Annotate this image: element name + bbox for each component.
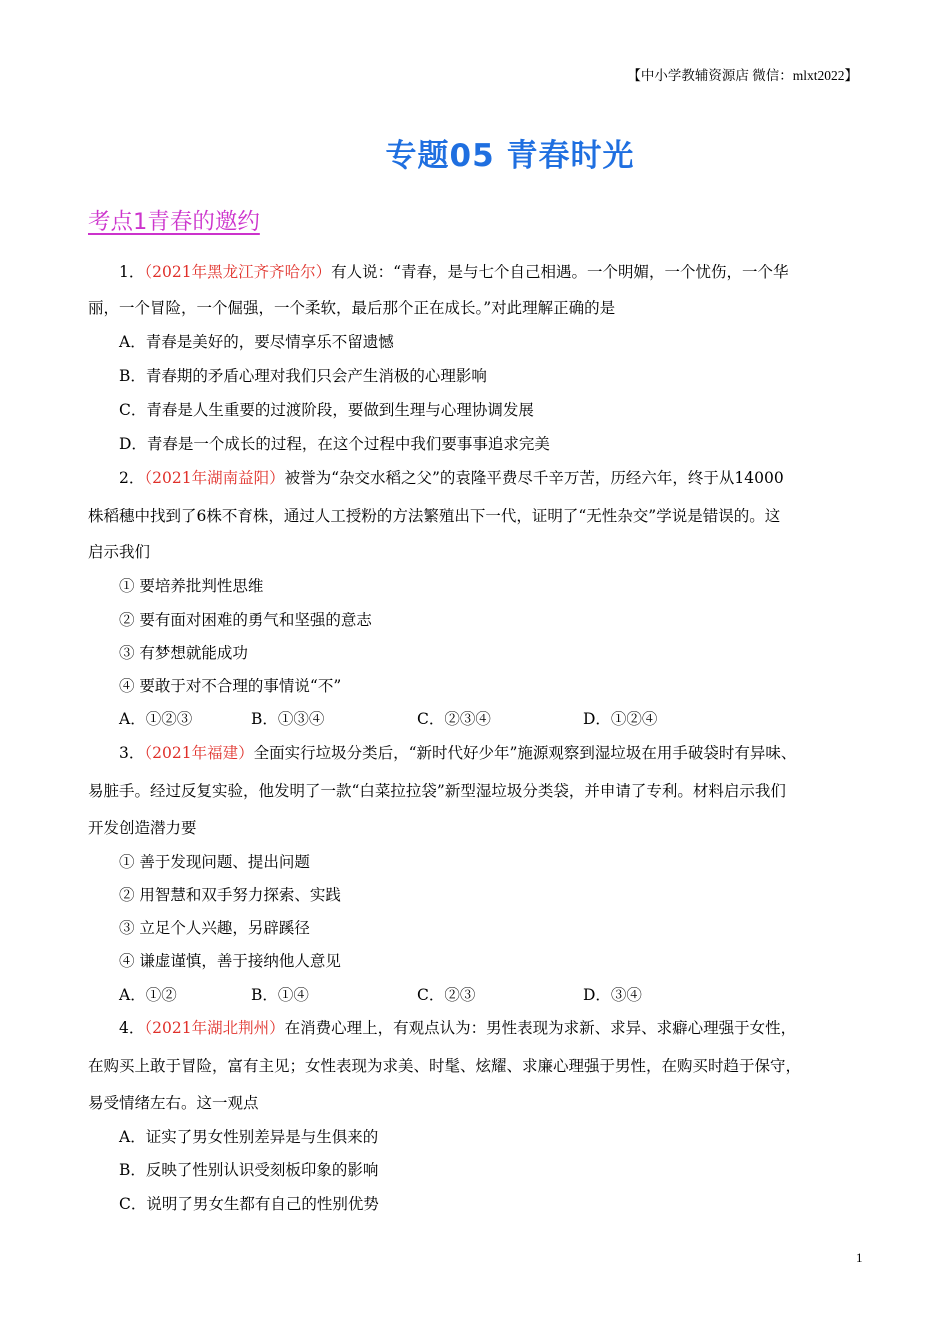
q3-statement-3: ③ 立足个人兴趣，另辟蹊径 — [119, 919, 310, 937]
question-2-line-1 — [119, 468, 784, 488]
q2-choice-b: B．①③④ — [251, 710, 325, 728]
q2-statement-4: ④ 要敢于对不合理的事情说“不” — [119, 677, 342, 695]
section-heading: 考点1青春的邀约 — [88, 209, 260, 235]
q2-statement-3: ③ 有梦想就能成功 — [119, 644, 248, 662]
q1-option-d: D．青春是一个成长的过程，在这个过程中我们要事事追求完美 — [119, 435, 550, 453]
question-number: 3． — [119, 744, 145, 762]
q1-option-a: A．青春是美好的，要尽情享乐不留遗憾 — [119, 333, 394, 351]
question-source: （2021年黑龙江齐齐哈尔） — [144, 263, 332, 281]
question-number: 2． — [119, 469, 145, 487]
question-4-line-1 — [119, 1018, 796, 1038]
question-4-line-3: 易受情绪左右。这一观点 — [88, 1094, 259, 1112]
q3-choice-c: C．②③ — [417, 986, 476, 1004]
q3-statement-1: ① 善于发现问题、提出问题 — [119, 853, 310, 871]
q4-option-b: B．反映了性别认识受刻板印象的影响 — [119, 1161, 379, 1179]
q3-choice-a: A．①② — [119, 986, 177, 1004]
question-2-line-3: 启示我们 — [88, 543, 151, 561]
question-4-line-2: 在购买上敢于冒险，富有主见；女性表现为求美、时髦、炫耀、求廉心理强于男性，在购买时趋于保守， — [88, 1057, 802, 1075]
question-number: 4． — [119, 1019, 145, 1037]
question-3-line-2: 易脏手。经过反复实验，他发明了一款“白菜拉拉袋”新型湿垃圾分类袋，并申请了专利。材料启示我们 — [88, 782, 786, 800]
question-source: （2021年福建） — [144, 744, 254, 762]
q2-choice-c: C．②③④ — [417, 710, 491, 728]
q3-choice-d: D．③④ — [583, 986, 642, 1004]
q3-statement-2: ② 用智慧和双手努力探索、实践 — [119, 886, 341, 904]
question-number: 1． — [119, 263, 145, 281]
q2-choice-d: D．①②④ — [583, 710, 658, 728]
question-source: （2021年湖北荆州） — [144, 1019, 285, 1037]
header-note: 【中小学教辅资源店 微信：mlxt2022】 — [627, 68, 858, 83]
page-number: 1 — [856, 1250, 863, 1265]
question-stem: 全面实行垃圾分类后，“新时代好少年”施源观察到湿垃圾在用手破袋时有异味、 — [253, 744, 797, 762]
q1-option-b: B．青春期的矛盾心理对我们只会产生消极的心理影响 — [119, 367, 487, 385]
question-1-line-2: 丽，一个冒险，一个倔强，一个柔软，最后那个正在成长。”对此理解正确的是 — [88, 299, 616, 317]
q4-option-c: C．说明了男女生都有自己的性别优势 — [119, 1195, 379, 1213]
question-source: （2021年湖南益阳） — [144, 469, 285, 487]
question-3-line-1 — [119, 743, 796, 763]
q4-option-a: A．证实了男女性别差异是与生俱来的 — [119, 1128, 379, 1146]
question-stem: 有人说：“青春，是与七个自己相遇。一个明媚，一个忧伤，一个华 — [331, 263, 789, 281]
q1-option-c: C．青春是人生重要的过渡阶段，要做到生理与心理协调发展 — [119, 401, 534, 419]
question-2-line-2: 株稻穗中找到了6株不育株，通过人工授粉的方法繁殖出下一代，证明了“无性杂交”学说是错误的。这 — [88, 507, 781, 525]
q3-choice-b: B．①④ — [251, 986, 309, 1004]
q2-choice-a: A．①②③ — [119, 710, 193, 728]
question-1-line-1 — [119, 262, 789, 282]
question-3-line-3: 开发创造潜力要 — [88, 819, 197, 837]
question-stem: 在消费心理上，有观点认为：男性表现为求新、求异、求癖心理强于女性， — [284, 1019, 797, 1037]
q3-statement-4: ④ 谦虚谨慎，善于接纳他人意见 — [119, 952, 341, 970]
document-title: 专题05 青春时光 — [385, 138, 635, 174]
question-stem: 被誉为“杂交水稻之父”的袁隆平费尽千辛万苦，历经六年，终于从14000 — [284, 469, 784, 487]
q2-statement-2: ② 要有面对困难的勇气和坚强的意志 — [119, 611, 372, 629]
q2-statement-1: ① 要培养批判性思维 — [119, 577, 264, 595]
